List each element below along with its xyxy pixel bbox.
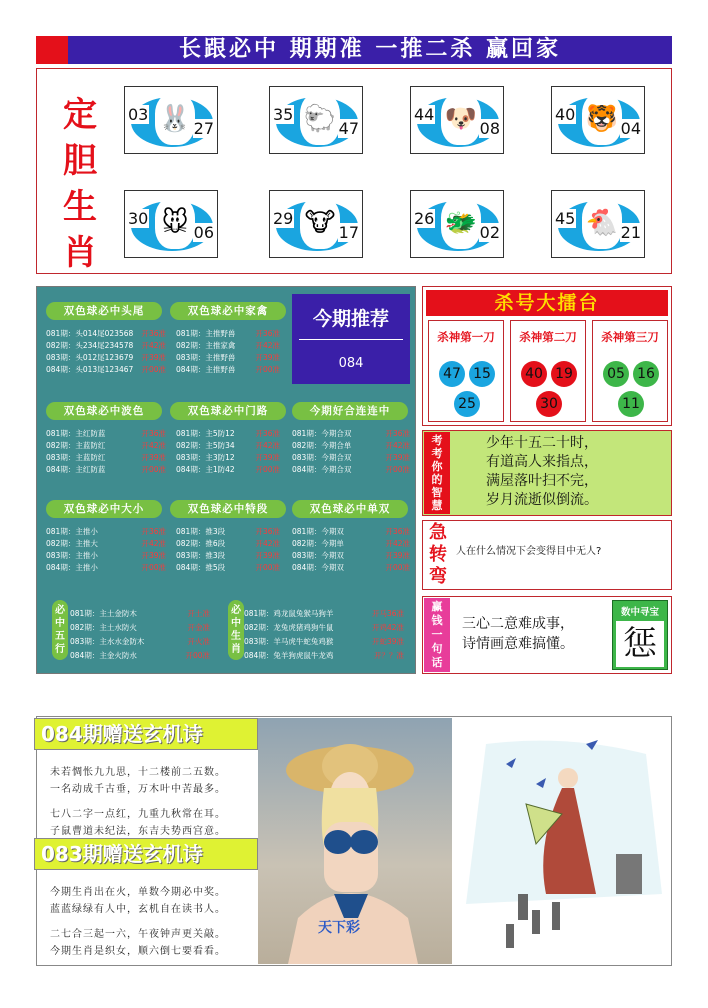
row-result: 开00准 bbox=[185, 651, 210, 660]
poem-083-title: 083期赠送玄机诗 bbox=[34, 838, 258, 870]
kill-number-ball: 25 bbox=[454, 391, 480, 417]
result-row bbox=[176, 440, 280, 452]
result-row bbox=[46, 464, 166, 476]
row-result: 开36准 bbox=[141, 329, 166, 338]
result-row bbox=[176, 428, 280, 440]
result-row bbox=[244, 622, 404, 634]
kill-column bbox=[592, 320, 668, 422]
row-pick: 081期：今期双 bbox=[292, 527, 344, 536]
row-result: 开39准 bbox=[255, 353, 280, 362]
card-number-left: 30 bbox=[128, 209, 149, 228]
row-pick: 084期：今期双 bbox=[292, 563, 344, 572]
tag-char: 句 bbox=[431, 642, 443, 655]
row-pick: 082期：主蓝防红 bbox=[46, 441, 106, 450]
section-title: 今期好合连连中 bbox=[292, 402, 408, 420]
row-result: 开36准 bbox=[385, 527, 410, 536]
section-title: 双色球必中门路 bbox=[170, 402, 286, 420]
result-row bbox=[292, 526, 410, 538]
title-char: 中 bbox=[231, 618, 241, 629]
row-pick: 084期：主金火防水 bbox=[70, 651, 137, 660]
row-pick: 084期：今期合双 bbox=[292, 465, 352, 474]
row-result: 开39准 bbox=[255, 453, 280, 462]
result-row bbox=[292, 550, 410, 562]
row-pick: 081期：主土金防木 bbox=[70, 609, 137, 618]
result-row bbox=[292, 538, 410, 550]
kill-column-title: 杀神第二刀 bbox=[519, 330, 577, 344]
row-pick: 084期：主红防蓝 bbox=[46, 465, 106, 474]
row-pick: 081期：今期合双 bbox=[292, 429, 352, 438]
result-row bbox=[70, 650, 210, 662]
tag-char: 的 bbox=[431, 473, 443, 486]
rabbit-icon: 🐰 bbox=[155, 93, 195, 145]
card-number-left: 03 bbox=[128, 105, 149, 124]
row-result: 开42准 bbox=[141, 441, 166, 450]
label-char: 肖 bbox=[63, 233, 97, 273]
wisdom-poem bbox=[486, 434, 598, 510]
row-pick: 082期：头234尾234578 bbox=[46, 341, 134, 350]
row-result: 开00准 bbox=[385, 465, 410, 474]
result-row bbox=[176, 452, 280, 464]
card-number-right: 06 bbox=[193, 223, 214, 242]
poem-084 bbox=[50, 764, 226, 840]
tag-char: 考 bbox=[431, 434, 443, 447]
win-lines bbox=[462, 614, 574, 654]
result-row bbox=[46, 428, 166, 440]
result-row bbox=[244, 636, 404, 648]
row-result: 开39准 bbox=[141, 353, 166, 362]
card-number-right: 02 bbox=[479, 223, 500, 242]
result-row bbox=[176, 352, 280, 364]
card-number-right: 08 bbox=[479, 119, 500, 138]
result-row bbox=[176, 538, 280, 550]
title-char: 必 bbox=[231, 605, 241, 616]
row-result: 开39准 bbox=[385, 453, 410, 462]
result-row bbox=[176, 550, 280, 562]
label-char: 定 bbox=[63, 95, 97, 135]
row-result: 开00准 bbox=[141, 563, 166, 572]
section-title: 双色球必中单双 bbox=[292, 500, 408, 518]
zodiac-card-dog bbox=[410, 86, 504, 154]
result-row bbox=[46, 364, 166, 376]
win-tag bbox=[424, 598, 450, 672]
zodiac-card-ox bbox=[269, 190, 363, 258]
row-pick: 083期：主推野兽 bbox=[176, 353, 236, 362]
section-title: 双色球必中特段 bbox=[170, 500, 286, 518]
result-row bbox=[176, 340, 280, 352]
row-pick: 081期：头014尾023568 bbox=[46, 329, 134, 338]
poem-line: 子鼠曹道未纪法，东吉夫势西宫意。 bbox=[50, 826, 226, 837]
row-pick: 083期：主推小 bbox=[46, 551, 98, 560]
kill-column-title: 杀神第三刀 bbox=[601, 330, 659, 344]
row-result: 开00准 bbox=[255, 563, 280, 572]
zodiac-card-dragon bbox=[410, 190, 504, 258]
poem-line: 未若惆怅九九思，十二楼前二五数。 bbox=[50, 767, 226, 778]
zodiac-card-rabbit bbox=[124, 86, 218, 154]
row-result: 开39准 bbox=[141, 551, 166, 560]
row-result: 开42准 bbox=[255, 341, 280, 350]
card-number-left: 45 bbox=[555, 209, 576, 228]
poem-083 bbox=[50, 884, 226, 960]
recommend-issue: 084 bbox=[338, 356, 364, 371]
tag-char: 智 bbox=[431, 486, 443, 499]
row-result: 开马36准 bbox=[371, 609, 404, 618]
section-title: 双色球必中波色 bbox=[46, 402, 162, 420]
result-row bbox=[46, 526, 166, 538]
tag-char: 转 bbox=[429, 544, 447, 565]
row-result: 开42准 bbox=[385, 441, 410, 450]
kill-number-ball: 05 bbox=[603, 361, 629, 387]
kill-column bbox=[428, 320, 504, 422]
win-line: 三心二意难成事， bbox=[462, 616, 574, 632]
section-title-vertical bbox=[52, 600, 68, 660]
row-pick: 081期：鸡龙鼠兔猴马狗羊 bbox=[244, 609, 334, 618]
title-char: 五 bbox=[55, 631, 65, 642]
row-pick: 083期：头012尾123679 bbox=[46, 353, 134, 362]
result-row bbox=[176, 526, 280, 538]
sheep-icon: 🐑 bbox=[300, 93, 340, 145]
row-pick: 084期：主推野兽 bbox=[176, 365, 236, 374]
row-result: 开00准 bbox=[141, 365, 166, 374]
row-pick: 082期：今期单 bbox=[292, 539, 344, 548]
row-result: 开土准 bbox=[187, 609, 210, 618]
badge-title: 数中寻宝 bbox=[620, 607, 659, 618]
svg-text:天下彩: 天下彩 bbox=[318, 919, 360, 935]
result-row bbox=[176, 328, 280, 340]
dog-icon: 🐶 bbox=[441, 93, 481, 145]
kill-title: 杀号大擂台 bbox=[426, 290, 668, 316]
title-char: 行 bbox=[55, 644, 65, 655]
kill-number-ball: 16 bbox=[633, 361, 659, 387]
section-title: 双色球必中家禽 bbox=[170, 302, 286, 320]
kill-column-title: 杀神第一刀 bbox=[437, 330, 495, 344]
title-char: 肖 bbox=[231, 644, 241, 655]
row-result: 开42准 bbox=[141, 341, 166, 350]
card-number-right: 47 bbox=[338, 119, 359, 138]
row-pick: 081期：推3段 bbox=[176, 527, 226, 536]
poem-line: 少年十五二十时， bbox=[486, 435, 598, 451]
card-number-left: 29 bbox=[273, 209, 294, 228]
card-number-left: 40 bbox=[555, 105, 576, 124]
woman-in-sunhat-icon bbox=[258, 718, 452, 964]
row-pick: 083期：主3防12 bbox=[176, 453, 235, 462]
kill-number-ball: 15 bbox=[469, 361, 495, 387]
kill-number-ball: 19 bbox=[551, 361, 577, 387]
tag-char: 弯 bbox=[429, 566, 447, 587]
poem-line: 有道高人来指点， bbox=[486, 454, 598, 470]
tag-char: 一 bbox=[431, 628, 443, 641]
kill-column bbox=[510, 320, 586, 422]
row-pick: 082期：龙兔虎猪鸡狗牛鼠 bbox=[244, 623, 334, 632]
poem-line: 今期生肖是织女，顺六倒七要看看。 bbox=[50, 946, 226, 957]
ox-icon: 🐮 bbox=[300, 197, 340, 249]
row-result: 开36准 bbox=[141, 429, 166, 438]
label-char: 生 bbox=[63, 187, 97, 227]
row-result: 开42准 bbox=[385, 539, 410, 548]
row-result: 开36准 bbox=[141, 527, 166, 536]
section-title-vertical bbox=[228, 600, 244, 660]
treasure-badge bbox=[612, 600, 668, 670]
row-result: 开42准 bbox=[141, 539, 166, 548]
zodiac-label bbox=[60, 92, 100, 276]
row-pick: 083期：羊马虎牛蛇兔鸡猴 bbox=[244, 637, 334, 646]
row-result: 开36准 bbox=[255, 527, 280, 536]
result-row bbox=[46, 352, 166, 364]
row-result: 开鸡42准 bbox=[371, 623, 404, 632]
row-pick: 081期：主推小 bbox=[46, 527, 98, 536]
row-pick: 082期：今期合单 bbox=[292, 441, 352, 450]
row-pick: 083期：主水水金防木 bbox=[70, 637, 145, 646]
badge-char: 惩 bbox=[616, 621, 664, 667]
card-number-left: 35 bbox=[273, 105, 294, 124]
title-char: 生 bbox=[231, 631, 241, 642]
row-result: 开00准 bbox=[385, 563, 410, 572]
row-pick: 083期：今期双 bbox=[292, 551, 344, 560]
result-row bbox=[46, 538, 166, 550]
tag-char: 考 bbox=[431, 447, 443, 460]
title-char: 中 bbox=[55, 618, 65, 629]
poem-line: 满屋落叶扫不完， bbox=[486, 473, 598, 489]
rooster-icon: 🐔 bbox=[582, 197, 622, 249]
recommend-title: 今期推荐 bbox=[312, 308, 389, 330]
tag-char: 钱 bbox=[431, 614, 443, 627]
card-number-left: 26 bbox=[414, 209, 435, 228]
tag-char: 急 bbox=[429, 522, 447, 543]
row-pick: 081期：主红防蓝 bbox=[46, 429, 106, 438]
result-row bbox=[244, 608, 404, 620]
kill-number-ball: 30 bbox=[536, 391, 562, 417]
win-line: 诗情画意难搞懂。 bbox=[462, 636, 574, 652]
row-result: 开00准 bbox=[255, 465, 280, 474]
card-number-right: 17 bbox=[338, 223, 359, 242]
dragon-icon: 🐲 bbox=[441, 197, 481, 249]
result-row bbox=[176, 464, 280, 476]
riddle-tag bbox=[426, 522, 450, 588]
kill-number-ball: 47 bbox=[439, 361, 465, 387]
kill-number-ball: 40 bbox=[521, 361, 547, 387]
row-pick: 083期：今期合双 bbox=[292, 453, 352, 462]
row-pick: 084期：主推小 bbox=[46, 563, 98, 572]
title-char: 必 bbox=[55, 605, 65, 616]
section-title: 双色球必中大小 bbox=[46, 500, 162, 518]
poem-line: 今期生肖出在火，单数今期必中奖。 bbox=[50, 887, 226, 898]
header-accent bbox=[36, 36, 68, 64]
result-row bbox=[70, 622, 210, 634]
row-result: 开蛇39准 bbox=[371, 637, 404, 646]
poem-line: 二七合三起一六，午夜钟声更关敲。 bbox=[50, 929, 226, 940]
tag-char: 赢 bbox=[431, 600, 443, 613]
zodiac-card-sheep bbox=[269, 86, 363, 154]
tag-char: 慧 bbox=[431, 499, 443, 512]
row-pick: 082期：推6段 bbox=[176, 539, 226, 548]
section-title: 双色球必中头尾 bbox=[46, 302, 162, 320]
card-number-right: 27 bbox=[193, 119, 214, 138]
row-pick: 083期：主蓝防红 bbox=[46, 453, 106, 462]
result-row bbox=[176, 562, 280, 574]
result-row bbox=[176, 364, 280, 376]
result-row bbox=[46, 550, 166, 562]
result-row bbox=[46, 440, 166, 452]
row-pick: 082期：主5防34 bbox=[176, 441, 235, 450]
tiger-icon: 🐯 bbox=[582, 93, 622, 145]
zodiac-card-rooster bbox=[551, 190, 645, 258]
row-result: 开36准 bbox=[255, 429, 280, 438]
result-row bbox=[244, 650, 404, 662]
row-pick: 084期：头013尾123467 bbox=[46, 365, 134, 374]
result-row bbox=[292, 452, 410, 464]
zodiac-card-rat bbox=[124, 190, 218, 258]
divider bbox=[299, 339, 403, 340]
tag-char: 你 bbox=[431, 460, 443, 473]
row-pick: 082期：主土水防火 bbox=[70, 623, 137, 632]
row-result: 开金准 bbox=[187, 623, 210, 632]
row-result: 开42准 bbox=[255, 441, 280, 450]
row-result: 开00准 bbox=[255, 365, 280, 374]
row-result: 开42准 bbox=[255, 539, 280, 548]
row-pick: 083期：推3段 bbox=[176, 551, 226, 560]
result-row bbox=[292, 440, 410, 452]
row-result: 开火准 bbox=[187, 637, 210, 646]
riddle-text: 人在什么情况下会变得目中无人? bbox=[456, 546, 602, 557]
card-number-right: 04 bbox=[620, 119, 641, 138]
poem-line: 蓝蓝绿绿有人中，玄机自在读书人。 bbox=[50, 904, 226, 915]
result-row bbox=[70, 636, 210, 648]
poem-line: 岁月流逝似倒流。 bbox=[486, 492, 598, 508]
row-pick: 084期：推5段 bbox=[176, 563, 226, 572]
label-char: 胆 bbox=[63, 141, 97, 181]
card-number-right: 21 bbox=[620, 223, 641, 242]
row-pick: 084期：兔羊狗虎鼠牛龙鸡 bbox=[244, 651, 334, 660]
result-row bbox=[46, 452, 166, 464]
result-row bbox=[70, 608, 210, 620]
row-result: 开？？准 bbox=[374, 651, 404, 660]
card-number-left: 44 bbox=[414, 105, 435, 124]
poem-084-title: 084期赠送玄机诗 bbox=[34, 718, 258, 750]
kill-number-ball: 11 bbox=[618, 391, 644, 417]
rat-icon: 🐭 bbox=[155, 197, 195, 249]
painting-image bbox=[466, 734, 662, 954]
result-row bbox=[292, 562, 410, 574]
result-row bbox=[292, 464, 410, 476]
row-result: 开39准 bbox=[385, 551, 410, 560]
poem-line: 七八二字一点红，九重九秋常在耳。 bbox=[50, 809, 226, 820]
tag-char: 话 bbox=[431, 656, 443, 669]
row-result: 开36准 bbox=[255, 329, 280, 338]
zodiac-card-tiger bbox=[551, 86, 645, 154]
poem-line: 一名动成千古垂，万木叶中苦最多。 bbox=[50, 784, 226, 795]
row-result: 开00准 bbox=[141, 465, 166, 474]
wisdom-tag bbox=[424, 432, 450, 514]
result-row bbox=[46, 328, 166, 340]
row-result: 开36准 bbox=[385, 429, 410, 438]
row-pick: 084期：主1防42 bbox=[176, 465, 235, 474]
row-result: 开39准 bbox=[141, 453, 166, 462]
result-row bbox=[292, 428, 410, 440]
result-row bbox=[46, 562, 166, 574]
row-result: 开39准 bbox=[255, 551, 280, 560]
ancient-lady-painting-icon bbox=[466, 734, 662, 954]
row-pick: 082期：主推大 bbox=[46, 539, 98, 548]
row-pick: 082期：主推家禽 bbox=[176, 341, 236, 350]
result-row bbox=[46, 340, 166, 352]
page-title: 长跟必中 期期准 一推二杀 赢回家 bbox=[68, 36, 672, 64]
row-pick: 081期：主5防12 bbox=[176, 429, 235, 438]
recommend-box bbox=[292, 294, 410, 384]
photo-image bbox=[258, 718, 452, 964]
row-pick: 081期：主推野兽 bbox=[176, 329, 236, 338]
